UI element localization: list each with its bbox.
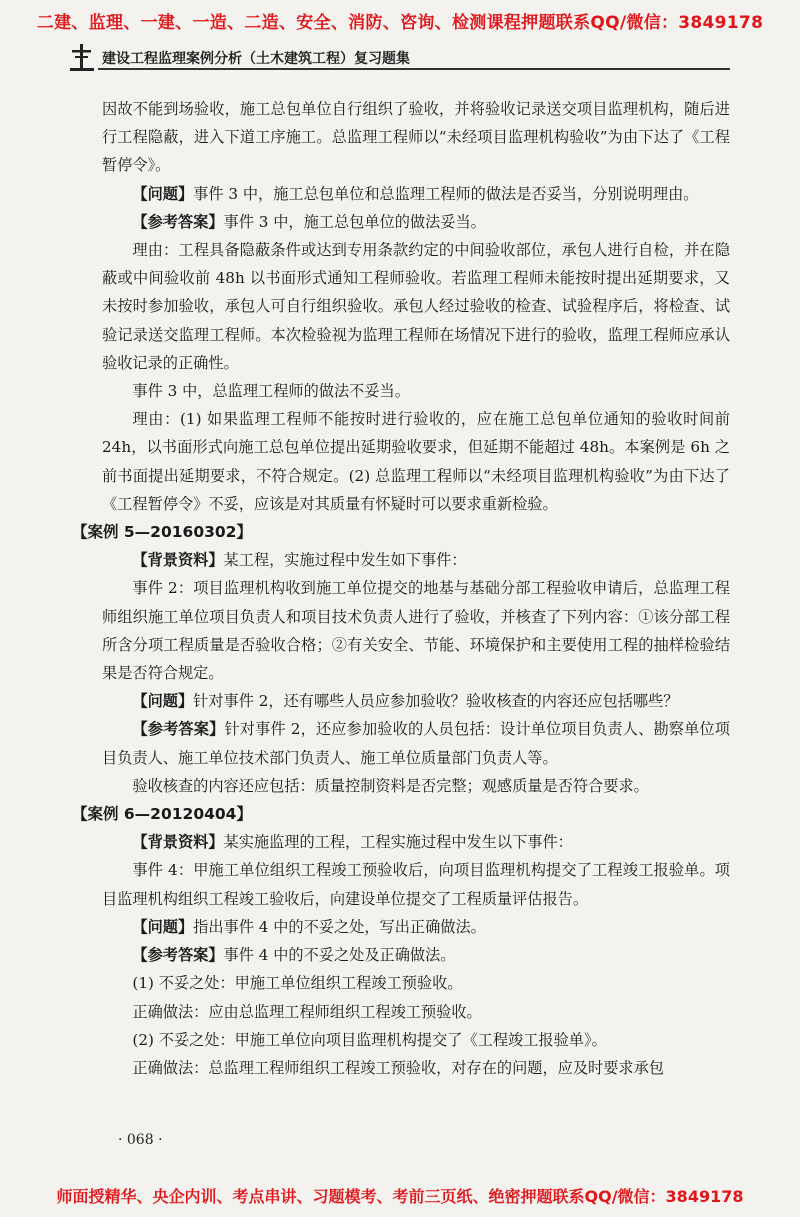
- paragraph: 事件 4：甲施工单位组织工程竣工预验收后，向项目监理机构提交了工程竣工报验单。项目监理机构组织工程竣工验收后，向建设单位提交了工程质量评估报告。: [102, 861, 730, 908]
- question-paragraph: [102, 687, 730, 715]
- background-tag: 【背景资料】: [132, 833, 224, 852]
- background-text: 某实施监理的工程，工程实施过程中发生以下事件：: [223, 833, 573, 852]
- top-promo-banner: 二建、监理、一建、一造、二造、安全、消防、咨询、检测课程押题联系QQ/微信：3849178: [36, 13, 764, 33]
- paragraph: 正确做法：应由总监理工程师组织工程竣工预验收。: [132, 1002, 482, 1021]
- question-text: 指出事件 4 中的不妥之处，写出正确做法。: [193, 917, 486, 936]
- answer-tag: 【参考答案】: [132, 720, 225, 739]
- case-6-heading: 【案例 6—20120404】: [72, 805, 252, 824]
- paragraph: (1) 不妥之处：甲施工单位组织工程竣工预验收。: [132, 974, 463, 993]
- paragraph: 理由：工程具备隐蔽条件或达到专用条款约定的中间验收部位，承包人进行自检，并在隐蔽或中间验收前 48h 以书面形式通知工程师验收。若监理工程师未能按时提出延期要求，又未按时参加验收，承包人可自行组织验收。承包人经过验收的检查、试验程序后，将检查、试验记录送交监理工程师。本次检验视为监理工程师在场情况下进行的验收，监理工程师应承认验收记录的正确性。: [102, 241, 730, 372]
- paragraph: (2) 不妥之处：甲施工单位向项目监理机构提交了《工程竣工报验单》。: [132, 1030, 607, 1049]
- question-tag: 【问题】: [132, 692, 194, 711]
- question-text: 事件 3 中，施工总包单位和总监理工程师的做法是否妥当，分别说明理由。: [193, 184, 699, 203]
- background-paragraph: [102, 546, 730, 574]
- background-text: 某工程，实施过程中发生如下事件：: [223, 551, 467, 570]
- answer-paragraph: [102, 715, 730, 771]
- answer-text: 针对事件 2，还应参加验收的人员包括：设计单位项目负责人、勘察单位项目负责人、施工单位技术部门负责人、施工单位质量部门负责人等。: [102, 720, 730, 767]
- paragraph: 事件 2：项目监理机构收到施工单位提交的地基与基础分部工程验收申请后，总监理工程师组织施工单位项目负责人和项目技术负责人进行了验收，并核查了下列内容：①该分部工程所含分项工程质量是否验收合格；②有关安全、节能、环境保护和主要使用工程的抽样检验结果是否符合规定。: [102, 579, 730, 683]
- running-header: [70, 42, 730, 72]
- question-text: 针对事件 2，还有哪些人员应参加验收？验收核查的内容还应包括哪些？: [193, 692, 679, 711]
- answer-paragraph: [102, 941, 730, 969]
- answer-paragraph: [102, 208, 730, 236]
- question-paragraph: [102, 913, 730, 941]
- question-tag: 【问题】: [132, 917, 194, 936]
- background-paragraph: [102, 828, 730, 856]
- answer-tag: 【参考答案】: [132, 212, 224, 231]
- answer-tag: 【参考答案】: [132, 946, 224, 965]
- header-rule: [98, 68, 730, 70]
- case-5-heading: 【案例 5—20160302】: [72, 523, 252, 542]
- paragraph: 正确做法：总监理工程师组织工程竣工预验收，对存在的问题，应及时要求承包: [132, 1058, 664, 1077]
- question-tag: 【问题】: [132, 184, 194, 203]
- answer-text: 事件 3 中，施工总包单位的做法妥当。: [223, 212, 486, 231]
- paragraph: 理由：(1) 如果监理工程师不能按时进行验收的，应在施工总包单位通知的验收时间前 24h，以书面形式向施工总包单位提出延期验收要求，但延期不能超过 48h。本案例是 6h 之前书面提出延期要求，不符合规定。(2) 总监理工程师以“未经项目监理机构验收”为由下达了《工程暂停令》不妥，应该是对其质量有怀疑时可以要求重新检验。: [102, 410, 730, 513]
- paragraph: 事件 3 中，总监理工程师的做法不妥当。: [132, 382, 410, 401]
- page-body: [72, 95, 730, 1082]
- background-tag: 【背景资料】: [132, 551, 224, 570]
- bottom-promo-banner: 师面授精华、央企内训、考点串讲、习题模考、考前三页纸、绝密押题联系QQ/微信：3849178: [56, 1187, 744, 1206]
- page-number: · 068 ·: [118, 1132, 163, 1148]
- question-paragraph: [102, 180, 730, 208]
- book-title: 建设工程监理案例分析（土木建筑工程）复习题集: [102, 51, 410, 67]
- answer-text: 事件 4 中的不妥之处及正确做法。: [223, 946, 456, 965]
- paragraph: 因故不能到场验收，施工总包单位自行组织了验收，并将验收记录送交项目监理机构，随后进行工程隐蔽，进入下道工序施工。总监理工程师以“未经项目监理机构验收”为由下达了《工程暂停令》。: [102, 100, 730, 175]
- paragraph: 验收核查的内容还应包括：质量控制资料是否完整；观感质量是否符合要求。: [132, 776, 649, 795]
- book-logo-icon: [70, 42, 94, 72]
